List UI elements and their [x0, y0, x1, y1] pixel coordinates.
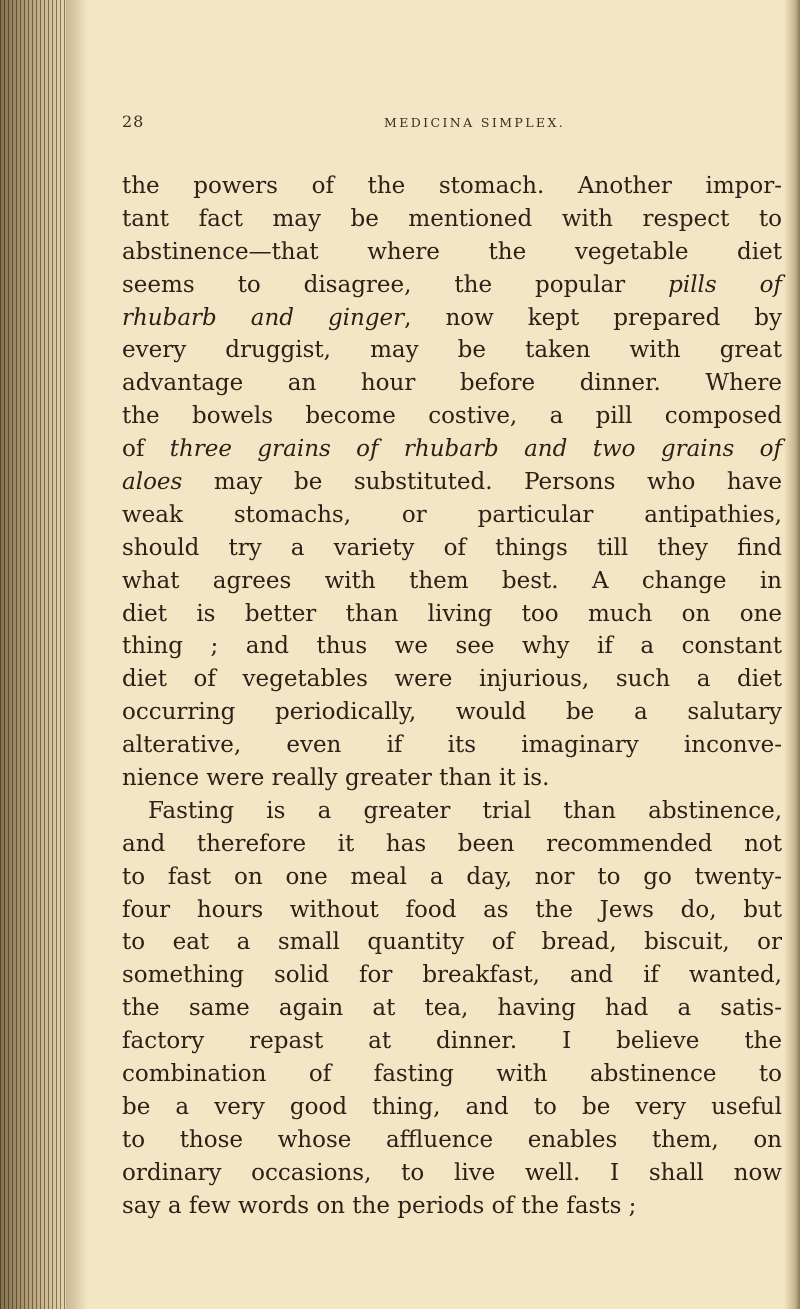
- page-header: [122, 112, 782, 136]
- text-line: should try a variety of things till they find: [122, 534, 782, 561]
- page-number: 28: [122, 112, 145, 131]
- text-line: something solid for breakfast, and if wanted,: [122, 962, 782, 989]
- text-line: thing ; and thus we see why if a constant: [122, 633, 782, 660]
- text-line: diet of vegetables were injurious, such a diet: [122, 666, 782, 693]
- text-line: diet is better than living too much on one: [122, 600, 782, 627]
- text-line: Fasting is a greater trial than abstinence,: [148, 797, 782, 824]
- text-line: ordinary occasions, to live well. I shall now: [122, 1159, 782, 1186]
- text-line: to fast on one meal a day, nor to go twenty-: [122, 863, 782, 890]
- text-line: of three grains of rhubarb and two grains of: [122, 436, 783, 463]
- text-line: seems to disagree, the popular pills of: [122, 271, 783, 298]
- text-line: nience were really greater than it is.: [122, 765, 550, 792]
- text-line: factory repast at dinner. I believe the: [122, 1028, 782, 1055]
- text-line: rhubarb and ginger, now kept prepared by: [122, 304, 782, 331]
- body-text: [122, 170, 782, 1223]
- text-line: alterative, even if its imaginary inconve-: [122, 732, 782, 759]
- text-line: combination of fasting with abstinence to: [122, 1061, 782, 1088]
- text-line: abstinence—that where the vegetable diet: [122, 238, 782, 265]
- text-line: to eat a small quantity of bread, biscuit, or: [122, 929, 782, 956]
- text-line: advantage an hour before dinner. Where: [122, 370, 782, 397]
- page-gutter: [0, 0, 66, 1309]
- text-line: every druggist, may be taken with great: [122, 337, 782, 364]
- text-line: what agrees with them best. A change in: [122, 567, 782, 594]
- page-edge-shadow: [784, 0, 800, 1309]
- text-line: to those whose affluence enables them, on: [122, 1126, 782, 1153]
- text-line: be a very good thing, and to be very useful: [122, 1093, 782, 1120]
- text-line: say a few words on the periods of the fasts ;: [122, 1192, 637, 1219]
- text-line: the bowels become costive, a pill composed: [122, 403, 782, 430]
- text-line: the powers of the stomach. Another impor-: [122, 173, 782, 199]
- text-line: aloes may be substituted. Persons who have: [122, 469, 782, 496]
- text-line: tant fact may be mentioned with respect to: [122, 205, 782, 232]
- text-line: weak stomachs, or particular antipathies,: [122, 501, 782, 528]
- text-line: the same again at tea, having had a satis-: [122, 995, 782, 1022]
- text-line: four hours without food as the Jews do, but: [122, 896, 782, 923]
- text-line: occurring periodically, would be a salutary: [122, 699, 782, 726]
- text-line: and therefore it has been recommended not: [122, 830, 782, 857]
- running-head: MEDICINA SIMPLEX.: [384, 115, 566, 130]
